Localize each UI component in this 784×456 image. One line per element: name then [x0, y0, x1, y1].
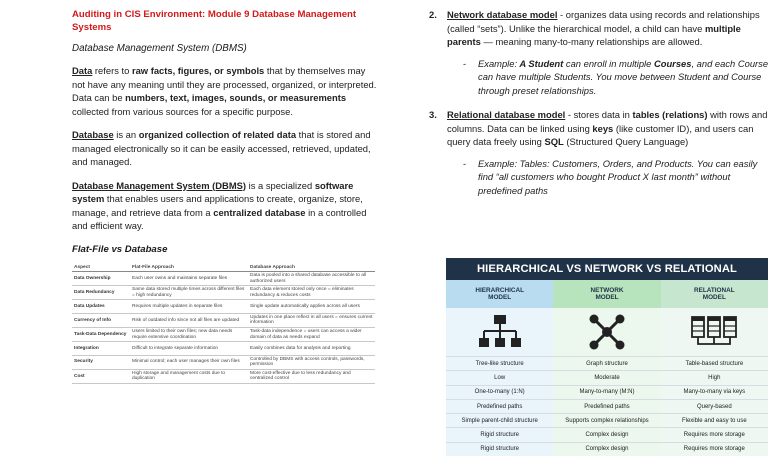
dbms-term: Database Management System (DBMS)	[72, 179, 247, 191]
table-row	[72, 355, 375, 369]
header-line-1: HIERARCHICAL	[475, 286, 524, 294]
document-title: Auditing in CIS Environment: Module 9 Database Management Systems	[72, 9, 357, 33]
table-cell: High storage and management costs due to duplication	[130, 369, 248, 383]
data-text-2: that by themselves may not have any meaning until they are processed, organized, or interpreted. Data can be	[72, 65, 377, 103]
table-cell: Requires more storage	[661, 427, 768, 441]
dbms-bold-2: centralized database	[213, 206, 306, 218]
example-text-1: can enroll in multiple	[563, 57, 654, 69]
relational-example	[418, 157, 770, 198]
table-cell: Data is pooled into a shared database accessible to all authorized users	[248, 272, 375, 286]
table-cell: Simple parent-child structure	[446, 413, 553, 427]
dbms-text-3: in a controlled and efficient way.	[72, 206, 367, 231]
relational-column	[661, 280, 768, 456]
table-cell: Easily combines data for analysis and reporting	[248, 342, 375, 355]
table-cell: Many-to-many (M:N)	[553, 385, 660, 399]
table-cell: Cost	[72, 369, 130, 383]
network-text-1: - organizes data using records and relationships (called “sets”). Unlike the hierarchical model, a child can have	[447, 9, 760, 34]
data-text-3: collected from various sources for a specific purpose.	[72, 105, 293, 117]
table-row	[72, 327, 375, 341]
table-row	[72, 272, 375, 286]
data-bold-2: numbers, text, images, sounds, or measurements	[125, 92, 347, 103]
data-definition	[72, 64, 377, 118]
example-bold-2: Courses	[653, 57, 692, 69]
table-cell: Flexible and easy to use	[661, 413, 768, 427]
table-row	[72, 313, 375, 327]
table-cell: Each user owns and maintains separate files	[130, 272, 248, 286]
dbms-section-heading: Database Management System (DBMS)	[72, 43, 247, 54]
header-line-2: MODEL	[488, 294, 512, 301]
table-cell: Query-based	[661, 399, 768, 413]
table-cell: Complex design	[553, 427, 660, 441]
relational-text-2: with rows and columns. Data can be linked using	[447, 109, 768, 134]
item-number: 3.	[429, 109, 437, 120]
database-text-1: is an	[113, 129, 139, 140]
database-definition	[72, 128, 377, 169]
table-cell: Low	[446, 370, 553, 384]
table-cell: Requires multiple updates in separate files	[130, 300, 248, 313]
table-header: Aspect	[72, 264, 130, 272]
table-cell: Rigid structure	[446, 427, 553, 441]
table-cell: Predefined paths	[446, 399, 553, 413]
network-text-2: — meaning many-to-many relationships are allowed.	[480, 36, 703, 47]
table-cell: Data Redundancy	[72, 286, 130, 300]
dbms-definition	[72, 179, 377, 233]
header-line-2: MODEL	[702, 294, 726, 301]
table-cell: Each data element stored only once = eliminates redundancy & reduces costs	[248, 286, 375, 300]
relational-bold-1: tables (relations)	[632, 109, 708, 120]
tree-icon	[446, 308, 553, 356]
table-cell: Controlled by DBMS with access controls, passwords, permission	[248, 355, 375, 369]
table-cell: Currency of Info	[72, 313, 130, 327]
left-column	[72, 8, 377, 384]
models-comparison-infographic	[446, 258, 768, 453]
header-line-1: NETWORK	[590, 286, 624, 294]
example-bold-1: A Student	[517, 57, 564, 69]
network-header	[553, 280, 660, 308]
table-cell: Table-based structure	[661, 356, 768, 370]
dbms-bold-1: software system	[72, 179, 354, 204]
network-column	[553, 280, 660, 456]
table-row	[72, 342, 375, 355]
table-cell: Tree-like structure	[446, 356, 553, 370]
network-model-term: Network database model	[447, 9, 558, 20]
table-cell: Supports complex relationships	[553, 413, 660, 427]
graph-icon	[553, 308, 660, 356]
relational-bold-2: keys	[592, 122, 614, 134]
table-cell: High	[661, 370, 768, 384]
table-cell: Integration	[72, 342, 130, 355]
relational-example-text: Example: Tables: Customers, Orders, and Products. You can easily find “all customers who bought Product X last month” without predefined paths	[478, 157, 758, 196]
header-line-1: RELATIONAL	[693, 286, 735, 294]
table-header: Database Approach	[248, 264, 375, 272]
table-row	[72, 369, 375, 383]
database-text-2: that is stored and managed electronically so it can be easily accessed, retrieved, updated, and managed.	[72, 129, 371, 167]
tables-icon	[661, 308, 768, 356]
hierarchical-header	[446, 280, 553, 308]
flat-file-heading: Flat-File vs Database	[72, 243, 168, 255]
relational-text-1: - stores data in	[565, 109, 633, 120]
example-text-2: , and each Course can have multiple Students. You move between Student and Course through preset relationships.	[478, 57, 769, 96]
example-label: Example:	[478, 57, 518, 69]
table-cell: Same data stored multiple times across different files = high redundancy	[130, 286, 248, 300]
relational-text-3: (like customer ID), and users can query data freely using	[447, 122, 754, 147]
table-cell: Predefined paths	[553, 399, 660, 413]
table-cell: Complex design	[553, 442, 660, 456]
right-column	[418, 8, 770, 197]
relational-header	[661, 280, 768, 308]
network-bold-1: multiple parents	[447, 22, 741, 47]
item-number: 2.	[429, 9, 437, 20]
table-cell: Requires more storage	[661, 442, 768, 456]
example-dash: -	[463, 57, 467, 69]
relational-model-term: Relational database model	[447, 109, 566, 120]
relational-bold-3: SQL	[544, 136, 564, 147]
relational-model-item	[418, 108, 770, 149]
table-cell: More cost-effective due to less redundancy and centralized control	[248, 369, 375, 383]
data-text-1: refers to	[92, 65, 132, 76]
example-dash: -	[463, 157, 467, 169]
table-cell: Difficult to integrate separate information	[130, 342, 248, 355]
table-cell: Users limited to their own files; new data needs require extensive coordination	[130, 327, 248, 341]
header-line-2: MODEL	[595, 294, 619, 301]
network-model-item	[418, 8, 770, 49]
table-cell: Data Ownership	[72, 272, 130, 286]
table-cell: Security	[72, 355, 130, 369]
table-header-row	[72, 264, 375, 272]
table-cell: Task-data independence = users can access a wider domain of data as needs expand	[248, 327, 375, 341]
table-row	[72, 300, 375, 313]
data-bold-1: raw facts, figures, or symbols	[131, 65, 265, 76]
database-bold-1: organized collection of related data	[138, 129, 297, 140]
table-header: Flat-File Approach	[130, 264, 248, 272]
dbms-text-2: that enables users and applications to create, organize, store, manage, and retrieve data from a	[72, 193, 363, 218]
table-cell: One-to-many (1:N)	[446, 385, 553, 399]
data-term: Data	[72, 65, 93, 76]
table-row	[72, 286, 375, 300]
hierarchical-column	[446, 280, 553, 456]
table-cell: Updates in one place reflect in all users = ensures current information	[248, 313, 375, 327]
infographic-title: HIERARCHICAL VS NETWORK VS RELATIONAL	[446, 258, 768, 280]
table-cell: Graph structure	[553, 356, 660, 370]
relational-text-4: (Structured Query Language)	[563, 136, 689, 147]
database-term: Database	[72, 129, 114, 140]
table-cell: Single update automatically applies across all users	[248, 300, 375, 313]
table-cell: Risk of outdated info since not all files are updated	[130, 313, 248, 327]
table-cell: Data Updates	[72, 300, 130, 313]
flat-file-vs-database-table	[72, 264, 375, 384]
table-cell: Rigid structure	[446, 442, 553, 456]
table-cell: Moderate	[553, 370, 660, 384]
dbms-text-1: is a specialized	[246, 179, 315, 191]
table-cell: Many-to-many via keys	[661, 385, 768, 399]
table-cell: Task-Data Dependency	[72, 327, 130, 341]
table-cell: Minimal control; each user manages their own files	[130, 355, 248, 369]
network-example	[418, 57, 770, 98]
